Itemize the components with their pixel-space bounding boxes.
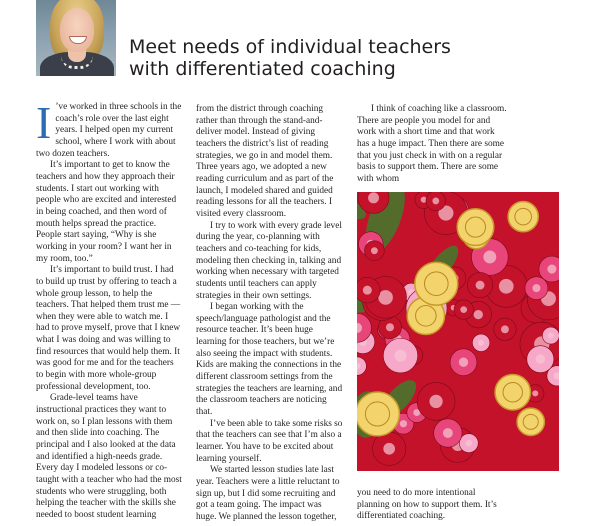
flower-center (478, 340, 484, 346)
flower-center (465, 440, 472, 447)
column-3 (357, 104, 507, 186)
paragraph: I’ve been able to take some risks so that the teachers can see that I’m also a learner. You have to be excited about learning yourself. (196, 418, 343, 464)
flower-center (368, 192, 379, 203)
flower-center (386, 323, 394, 331)
flower-center (483, 251, 496, 264)
paragraph: It’s important to get to know the teachers and how they approach their students. I start out working with people who are excited and interested in being coached, and then word of mouth helps spread the practice. People start saying, “Why is she working in your room? I want her in my room, too.” (36, 160, 177, 264)
flower-center (432, 197, 439, 204)
paragraph-text: ’ve worked in three schools in the coach’s role over the last eight years. I helped open my current school, where I work with about two dozen teachers. (36, 102, 182, 159)
paragraph: I think of coaching like a classroom. There are people you model for and work with a short time and that work has a huge impact. Then there are some that you just check in with on a regular basis to support them. There are some with whom (357, 104, 507, 184)
flower-photo (357, 192, 559, 471)
flower-center (383, 443, 395, 455)
paragraph (36, 97, 183, 160)
portrait-face (60, 8, 94, 52)
flower-center (476, 281, 485, 290)
paragraph: It’s important to build trust. I had to build up trust by offering to teach a whole group lesson, to help the teachers. That helped them trust me — when they were able to watch me. I had to prove myself, prove that I knew what I was doing and was willing to find resources that would help them. It was good for me and for the teachers to begin with more whole-group professional development, too. (36, 265, 181, 392)
paragraph: Grade-level teams have instructional practices they want to work on, so I plan lessons with them and then slide into coaching. The principal and I also looked at the data and identified a high-needs grade. Every day I modeled lessons or co-taught with a teacher who had the most students who were struggling, both helping the teacher with the skills she needed to boost student learning (36, 393, 182, 520)
title-line-1: Meet needs of individual teachers (129, 36, 451, 58)
flower-center (532, 284, 540, 292)
paragraph: I began working with the speech/language pathologist and the resource teacher. It’s been huge learning for those teachers, but we’re also seeing the impact with students. Kids are making the connections in the different classroom settings from the strategies the teachers are learning, and the classroom teachers are noticing that. (196, 302, 343, 418)
ginger-bloom (357, 392, 399, 436)
flower-center (474, 310, 483, 319)
column-3-continued (357, 488, 507, 523)
column-1 (36, 97, 183, 522)
author-portrait (36, 0, 116, 76)
flower-center (429, 395, 442, 408)
ginger-bloom (495, 375, 530, 410)
flower-center (460, 306, 467, 313)
paragraph: I try to work with every grade level during the year, co-planning with teachers and co-teaching for kids, modeling then checking in, talking and working when necessary with targeted students until teachers can apply strategies in their own settings. (196, 220, 342, 301)
paragraph: you need to do more intentional planning on how to support them. It’s differentiated coaching. (357, 488, 497, 522)
ginger-bloom (415, 262, 458, 305)
flower-photo-svg (357, 192, 559, 471)
flower-center (363, 286, 372, 295)
flower-center (501, 325, 509, 333)
article-title (129, 36, 489, 80)
ginger-bloom (457, 209, 494, 246)
title-line-2: with differentiated coaching (129, 58, 396, 80)
flower-center (443, 428, 453, 438)
flower-center (536, 354, 545, 363)
flower-center (371, 247, 378, 254)
flower-center (547, 265, 556, 274)
column-2 (196, 104, 343, 524)
ginger-bloom (517, 408, 544, 435)
flower-center (378, 290, 393, 305)
paragraph: We started lesson studies late last year. Teachers were a little reluctant to sign up, but I did some recruiting and got a team going. The impact was huge. We planned the lesson together, (196, 465, 340, 522)
flower-center (400, 420, 407, 427)
paragraph: from the district through coaching rather than through the stand-and-deliver model. Instead of giving teachers the district’s list of reading strategies, we go in and model them. Three years ago, we adopted a new reading curriculum and as part of the launch, I modeled shared and guided reading lessons for all the teachers. I visited every classroom. (196, 104, 334, 219)
flower-center (532, 390, 538, 396)
flower-center (499, 279, 514, 294)
drop-cap: I (36, 97, 52, 148)
ginger-bloom (508, 202, 538, 232)
flower-center (459, 358, 468, 367)
flower-center (394, 350, 406, 362)
flower-center (548, 333, 554, 339)
